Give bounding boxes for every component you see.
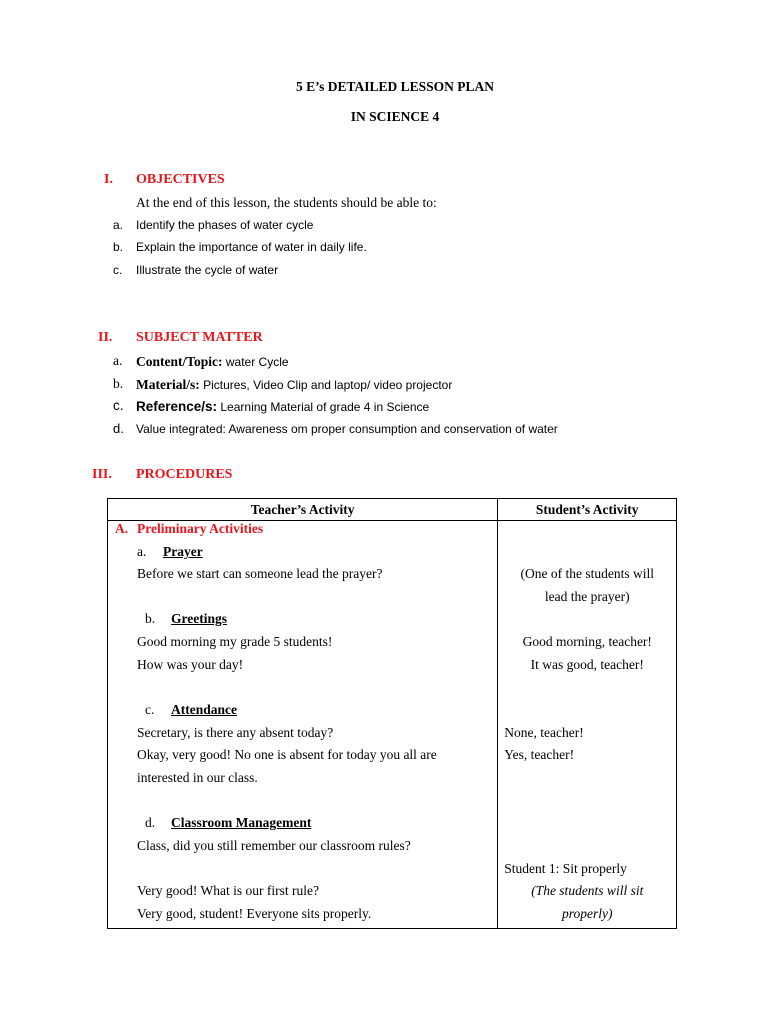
attendance-teacher-line: interested in our class.	[137, 770, 258, 785]
classroom-management-student-line: properly)	[562, 906, 613, 921]
subject-item-reference	[136, 398, 429, 416]
table-header-row	[108, 499, 677, 521]
subject-item-value: water Cycle	[222, 355, 289, 369]
objective-item: Illustrate the cycle of water	[136, 263, 279, 277]
procedures-heading: PROCEDURES	[136, 467, 233, 482]
attendance-teacher-line: Secretary, is there any absent today?	[137, 725, 334, 740]
greetings-student-line: Good morning, teacher!	[522, 634, 652, 649]
greetings-student-line: It was good, teacher!	[530, 657, 644, 672]
lesson-plan-subtitle: IN SCIENCE 4	[350, 109, 440, 124]
teacher-activity-cell	[108, 521, 498, 929]
subject-item-value-integrated: Value integrated: Awareness om proper consumption and conservation of water	[136, 422, 558, 436]
prayer-letter: a.	[137, 544, 147, 559]
classroom-management-heading: Classroom Management	[171, 815, 312, 830]
greetings-letter: b.	[145, 611, 156, 626]
subject-letter: c.	[113, 398, 124, 413]
subject-item-label: Reference/s:	[136, 399, 218, 414]
table-row	[108, 521, 677, 929]
subject-item-material	[136, 376, 452, 394]
objectives-heading: OBJECTIVES	[136, 172, 225, 187]
objectives-number: I.	[104, 172, 113, 187]
prayer-teacher-line: Before we start can someone lead the prayer?	[137, 566, 383, 581]
student-activity-header: Student’s Activity	[498, 499, 677, 521]
section-letter: A.	[115, 521, 129, 536]
objectives-intro: At the end of this lesson, the students should be able to:	[136, 195, 437, 210]
classroom-management-student-line: Student 1: Sit properly	[504, 861, 627, 876]
subject-item-label: Content/Topic:	[136, 354, 223, 369]
subject-item-content	[136, 353, 289, 371]
classroom-management-teacher-line: Very good, student! Everyone sits properly.	[137, 906, 372, 921]
objective-item: Identify the phases of water cycle	[136, 218, 314, 232]
attendance-teacher-line: Okay, very good! No one is absent for today you all are	[137, 747, 437, 762]
subject-matter-number: II.	[98, 330, 113, 345]
greetings-teacher-line: How was your day!	[137, 657, 244, 672]
subject-matter-heading: SUBJECT MATTER	[136, 330, 263, 345]
student-activity-cell	[498, 521, 677, 929]
section-title: Preliminary Activities	[137, 521, 264, 536]
subject-item-value: Learning Material of grade 4 in Science	[217, 400, 430, 414]
attendance-student-line: None, teacher!	[504, 725, 584, 740]
subject-letter: b.	[113, 376, 124, 391]
attendance-letter: c.	[145, 702, 155, 717]
classroom-management-letter: d.	[145, 815, 156, 830]
prayer-student-line: (One of the students will	[520, 566, 654, 581]
attendance-heading: Attendance	[171, 702, 237, 717]
prayer-student-line: lead the prayer)	[544, 589, 630, 604]
greetings-heading: Greetings	[171, 611, 227, 626]
classroom-management-teacher-line: Class, did you still remember our classroom rules?	[137, 838, 411, 853]
procedures-table	[107, 498, 677, 929]
objective-letter: b.	[113, 240, 124, 254]
greetings-teacher-line: Good morning my grade 5 students!	[137, 634, 333, 649]
lesson-plan-title: 5 E’s DETAILED LESSON PLAN	[295, 79, 495, 94]
prayer-heading: Prayer	[163, 544, 203, 559]
teacher-activity-header: Teacher’s Activity	[108, 499, 498, 521]
classroom-management-student-line: (The students will sit	[531, 883, 644, 898]
subject-letter: a.	[113, 353, 123, 368]
objective-letter: c.	[113, 263, 123, 277]
procedures-number: III.	[92, 467, 112, 482]
classroom-management-teacher-line: Very good! What is our first rule?	[137, 883, 319, 898]
objective-item: Explain the importance of water in daily life.	[136, 240, 367, 254]
objective-letter: a.	[113, 218, 124, 232]
subject-letter: d.	[113, 421, 124, 436]
subject-item-value: Pictures, Video Clip and laptop/ video projector	[199, 378, 453, 392]
attendance-student-line: Yes, teacher!	[504, 747, 575, 762]
subject-item-label: Material/s:	[136, 377, 200, 392]
